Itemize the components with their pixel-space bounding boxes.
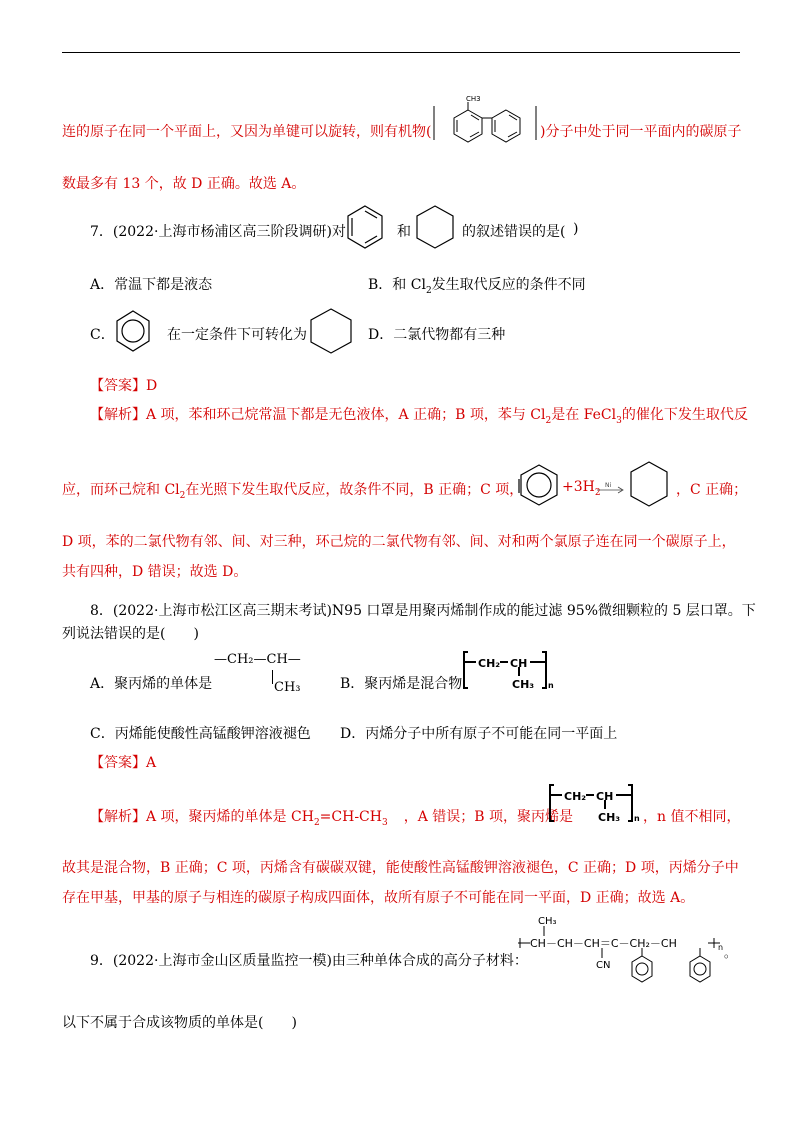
poly-ch2: CH₂ xyxy=(564,790,587,803)
q7-option-b: B．和 $Cl_2$发生取代反应的条件不同 xyxy=(368,277,586,296)
continuation-line1-after: )分子中处于同一平面内的碳原子 xyxy=(540,124,742,140)
header-rule xyxy=(62,52,740,53)
benzene-reaction-icon xyxy=(513,457,563,513)
propylene-repeat-unit: —CH₂—CH— CH₃ xyxy=(214,652,301,695)
q8-stem-line1: 8．(2022·上海市松江区高三期末考试)N95 口罩是用聚丙烯制作成的能过滤 95%微细颗粒的 5 层口罩。下 xyxy=(90,603,756,619)
methyl-label: CH3 xyxy=(466,95,481,103)
polypropylene-structure xyxy=(462,648,554,698)
q7-option-a: A．常温下都是液态 xyxy=(90,277,213,293)
copolymer-structure xyxy=(518,912,778,992)
nickel-catalyst-label: Ni xyxy=(605,482,612,489)
cyclohexane-icon xyxy=(415,204,455,250)
continuation-line1-before: 连的原子在同一个平面上，又因为单键可以旋转，则有机物( xyxy=(62,124,432,140)
q7-stem-and: 和 xyxy=(397,224,411,240)
q7-explanation-line3: D 项，苯的二氯代物有邻、间、对三种，环己烷的二氯代物有邻、间、对和两个氯原子连在同一个碳原子上， xyxy=(62,534,736,550)
poly-ch: CH xyxy=(510,657,528,670)
q7-option-c-text: 在一定条件下可转化为 xyxy=(167,327,307,343)
q9-line2: 以下不属于合成该物质的单体是( ) xyxy=(62,1015,297,1031)
q9-stem: 9．(2022·上海市金山区质量监控一模)由三种单体合成的高分子材料： xyxy=(90,953,528,969)
copolymer-chain: CH－CH－CH＝C－CH₂－CH xyxy=(530,937,677,950)
continuation-line2: 数最多有 13 个，故 D 正确。故选 A。 xyxy=(62,176,306,192)
q7-explanation-line2-end: ，C 正确； xyxy=(676,482,748,498)
benzene-icon xyxy=(347,204,383,250)
q7-option-c-label: C． xyxy=(90,327,115,343)
q7-answer: 【答案】D xyxy=(90,378,158,394)
copolymer-n: n xyxy=(718,943,724,952)
poly-ch: CH xyxy=(596,790,614,803)
benzene-icon xyxy=(115,309,151,353)
poly-n: n xyxy=(548,681,554,690)
q8-option-a: A．聚丙烯的单体是 xyxy=(90,676,213,692)
q8-option-b: B．聚丙烯是混合物 xyxy=(340,676,463,692)
q7-stem: 7．(2022·上海市杨浦区高三阶段调研)对 xyxy=(90,224,346,240)
poly-ch2: CH₂ xyxy=(478,657,501,670)
q7-stem-after: 的叙述错误的是( xyxy=(462,224,566,240)
q7-explanation-line4: 共有四种，D 错误；故选 D。 xyxy=(62,564,248,580)
poly-n: n xyxy=(634,814,640,823)
q8-explanation-line1: 【解析】A 项，聚丙烯的单体是 $CH_2=CH-CH_3$ ，A 错误；B 项，聚丙烯是 xyxy=(90,809,574,828)
q7-option-d: D．二氯代物都有三种 xyxy=(368,327,506,343)
copolymer-period: 。 xyxy=(724,946,737,960)
methylbiphenyl-structure xyxy=(430,92,540,154)
q8-explanation-line3: 存在甲基，甲基的原子与相连的碳原子构成四面体，故所有原子不可能在同一平面，D 正确；故选 A。 xyxy=(62,890,695,906)
q7-explanation-line2: 应，而环己烷和 $Cl_2$在光照下发生取代反应，故条件不同，B 正确；C 项， xyxy=(62,482,524,501)
q8-option-c: C．丙烯能使酸性高锰酸钾溶液褪色 xyxy=(90,726,311,742)
cyclohexane-icon xyxy=(309,307,353,355)
q8-explanation-line1-end: ，n 值不相同， xyxy=(643,809,741,825)
copolymer-cn: CN xyxy=(596,960,611,971)
poly-ch3: CH₃ xyxy=(512,678,535,691)
poly-ch3: CH₃ xyxy=(598,811,621,824)
q7-explanation-line1: 【解析】A 项，苯和环己烷常温下都是无色液体，A 正确；B 项，苯与 $Cl_2$是在 FeCl$_3$的催化下发生取代反 xyxy=(90,407,748,426)
q8-stem-line2: 列说法错误的是( ) xyxy=(62,626,199,642)
q7-stem-paren: ) xyxy=(573,221,579,237)
cyclohexane-product-icon xyxy=(627,456,671,512)
copolymer-ch3: CH₃ xyxy=(538,916,557,927)
q8-explanation-line2: 故其是混合物，B 正确；C 项，丙烯含有碳碳双键，能使酸性高锰酸钾溶液褪色，C 正确；D 项，丙烯分子中 xyxy=(62,860,739,876)
q7-reaction-reagent: $+3H_2$ xyxy=(562,479,601,498)
q8-option-d: D．丙烯分子中所有原子不可能在同一平面上 xyxy=(340,726,618,742)
reaction-arrow xyxy=(596,480,626,496)
polypropylene-structure xyxy=(548,781,640,831)
q8-answer: 【答案】A xyxy=(90,755,157,771)
